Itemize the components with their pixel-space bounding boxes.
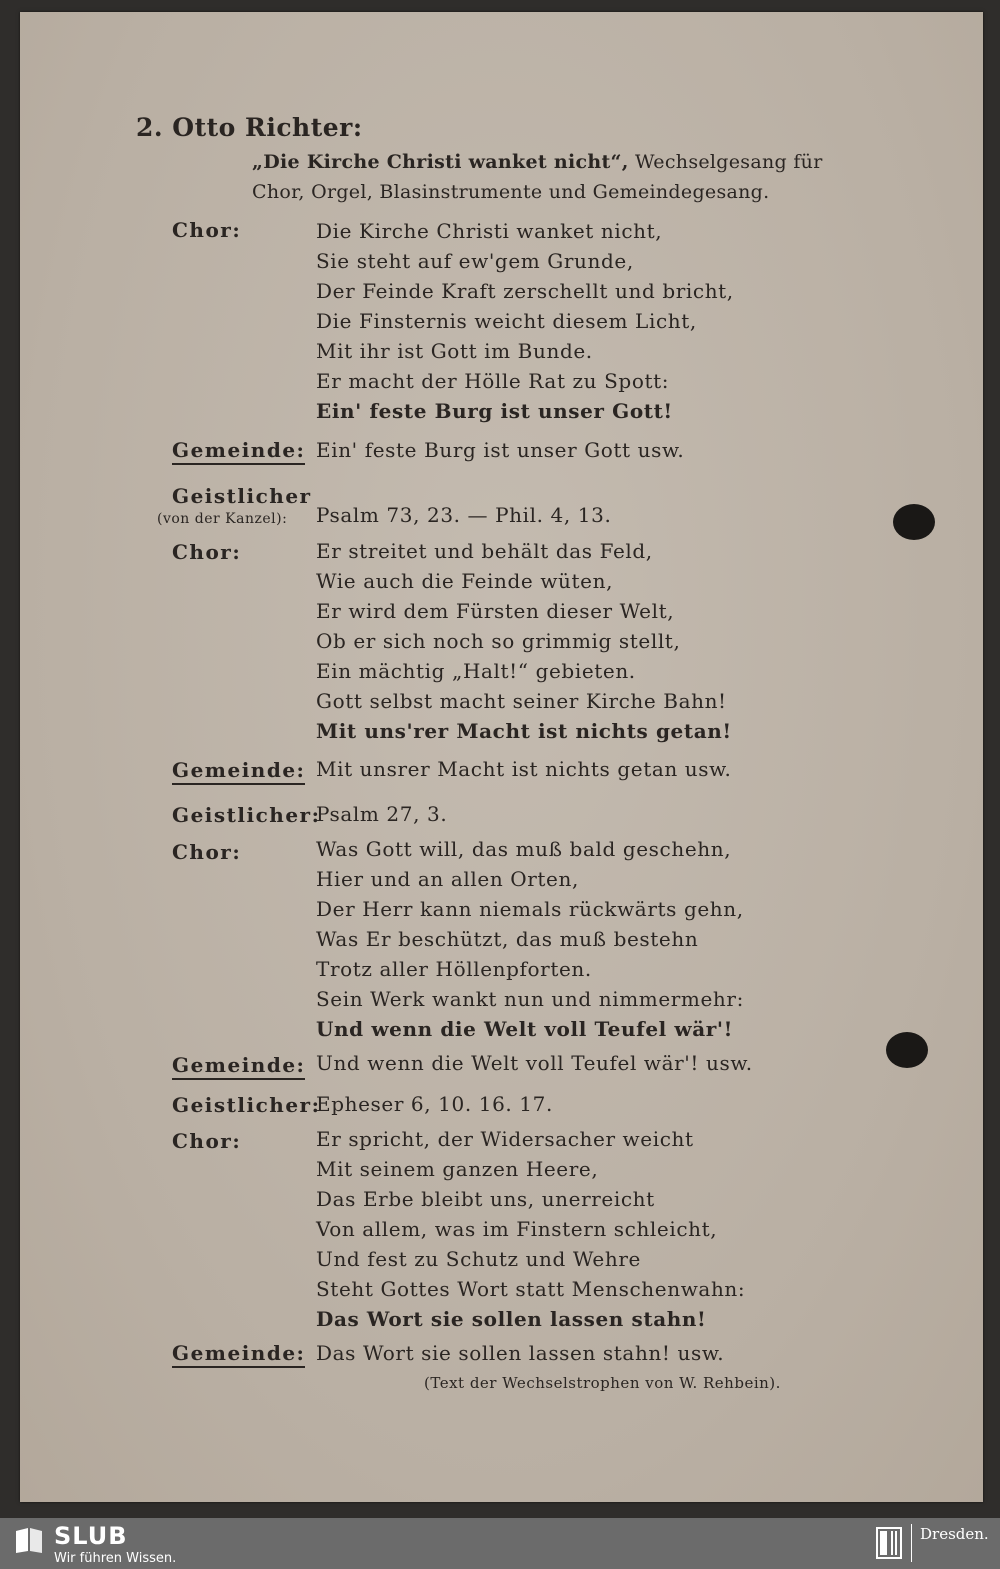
verse-refrain: Und wenn die Welt voll Teufel wär'! <box>316 1017 734 1041</box>
geistlicher-label: Geistlicher: <box>172 1093 321 1117</box>
geistlicher-label: Geistlicher <box>172 484 312 508</box>
gemeinde-label: Gemeinde: <box>172 1341 305 1368</box>
gemeinde-label: Gemeinde: <box>172 1053 305 1080</box>
geistlicher-reading-3: Epheser 6, 10. 16. 17. <box>316 1092 553 1116</box>
verse-line: Gott selbst macht seiner Kirche Bahn! <box>316 689 727 713</box>
gemeinde-line-4: Das Wort sie sollen lassen stahn! usw. <box>316 1341 725 1365</box>
gemeinde-line-1: Ein' feste Burg ist unser Gott usw. <box>316 438 685 462</box>
verse-refrain: Mit uns'rer Macht ist nichts getan! <box>316 719 732 743</box>
verse-line: Die Finsternis weicht diesem Licht, <box>316 309 697 333</box>
chor-label: Chor: <box>172 540 242 564</box>
verse-line: Er macht der Hölle Rat zu Spott: <box>316 369 670 393</box>
dresden-crest-icon <box>876 1527 902 1563</box>
verse-line: Mit ihr ist Gott im Bunde. <box>316 339 593 363</box>
verse-line: Er spricht, der Widersacher weicht <box>316 1127 694 1151</box>
work-instrumentation: Chor, Orgel, Blasinstrumente und Gemeindegesang. <box>252 181 770 203</box>
chor-stanza-4 <box>316 1124 876 1334</box>
punch-hole <box>886 1032 928 1068</box>
gemeinde-line-2: Mit unsrer Macht ist nichts getan usw. <box>316 757 732 781</box>
verse-line: Und fest zu Schutz und Wehre <box>316 1247 641 1271</box>
verse-line: Sein Werk wankt nun und nimmermehr: <box>316 987 744 1011</box>
gemeinde-label: Gemeinde: <box>172 438 305 465</box>
gemeinde-label: Gemeinde: <box>172 758 305 785</box>
verse-refrain: Ein' feste Burg ist unser Gott! <box>316 399 673 423</box>
dresden-logo-text: Dresden. <box>920 1525 989 1543</box>
kanzel-label: (von der Kanzel): <box>157 511 288 527</box>
verse-line: Er streitet und behält das Feld, <box>316 539 653 563</box>
verse-line: Er wird dem Fürsten dieser Welt, <box>316 599 675 623</box>
footer-divider <box>911 1524 912 1562</box>
book-icon <box>14 1525 44 1559</box>
chor-label: Chor: <box>172 1129 242 1153</box>
chor-stanza-2 <box>316 536 876 746</box>
verse-line: Wie auch die Feinde wüten, <box>316 569 614 593</box>
slub-logo-text: SLUB <box>54 1522 128 1550</box>
work-subtitle <box>252 147 872 207</box>
verse-line: Der Herr kann niemals rückwärts gehn, <box>316 897 744 921</box>
geistlicher-label: Geistlicher: <box>172 803 321 827</box>
chor-stanza-3 <box>316 834 876 1044</box>
verse-line: Ein mächtig „Halt!“ gebieten. <box>316 659 636 683</box>
verse-line: Was Gott will, das muß bald geschehn, <box>316 837 732 861</box>
verse-line: Steht Gottes Wort statt Menschenwahn: <box>316 1277 746 1301</box>
verse-line: Mit seinem ganzen Heere, <box>316 1157 599 1181</box>
footer-bar <box>0 1518 1000 1569</box>
verse-line: Was Er beschützt, das muß bestehn <box>316 927 699 951</box>
verse-line: Die Kirche Christi wanket nicht, <box>316 219 663 243</box>
verse-line: Der Feinde Kraft zerschellt und bricht, <box>316 279 734 303</box>
verse-line: Von allem, was im Finstern schleicht, <box>316 1217 718 1241</box>
composer-heading: 2. Otto Richter: <box>136 113 363 142</box>
gemeinde-line-3: Und wenn die Welt voll Teufel wär'! usw. <box>316 1051 753 1075</box>
punch-hole <box>893 504 935 540</box>
verse-line: Trotz aller Höllenpforten. <box>316 957 592 981</box>
geistlicher-reading-1: Psalm 73, 23. — Phil. 4, 13. <box>316 503 612 527</box>
verse-line: Sie steht auf ew'gem Grunde, <box>316 249 634 273</box>
verse-refrain: Das Wort sie sollen lassen stahn! <box>316 1307 707 1331</box>
work-title: „Die Kirche Christi wanket nicht“, <box>252 151 629 173</box>
chor-label: Chor: <box>172 840 242 864</box>
geistlicher-reading-2: Psalm 27, 3. <box>316 802 448 826</box>
chor-label: Chor: <box>172 218 242 242</box>
verse-line: Ob er sich noch so grimmig stellt, <box>316 629 681 653</box>
slub-tagline: Wir führen Wissen. <box>54 1551 177 1566</box>
work-genre: Wechselgesang für <box>628 151 823 173</box>
text-credit: (Text der Wechselstrophen von W. Rehbein). <box>424 1374 781 1392</box>
verse-line: Hier und an allen Orten, <box>316 867 579 891</box>
chor-stanza-1 <box>316 216 876 426</box>
verse-line: Das Erbe bleibt uns, unerreicht <box>316 1187 655 1211</box>
